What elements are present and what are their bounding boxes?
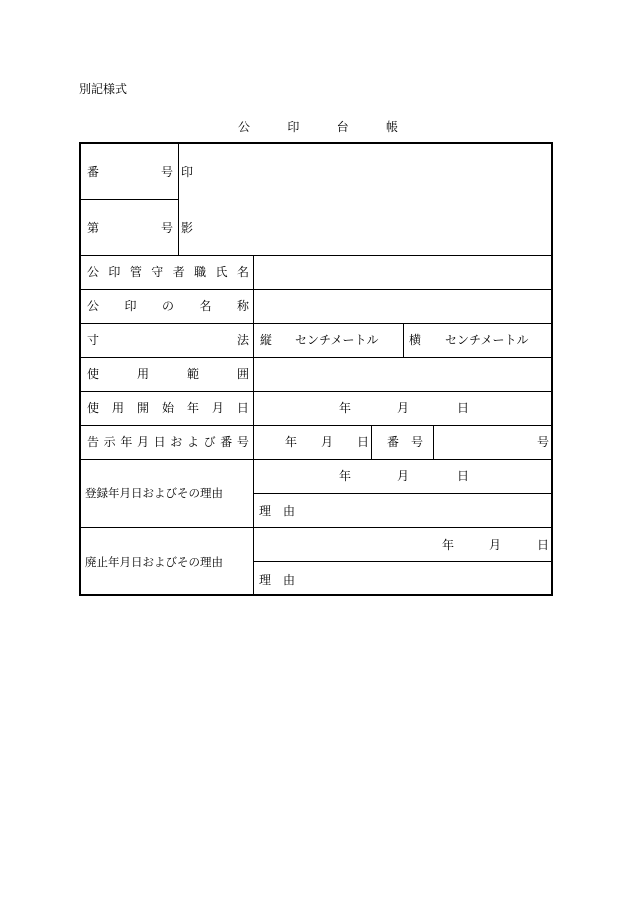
- row-divider: [81, 527, 551, 528]
- registration-day: 日: [457, 469, 470, 483]
- row-divider: [81, 357, 551, 358]
- row-divider: [81, 323, 551, 324]
- registration-month: 月: [397, 469, 410, 483]
- number-label: 番 号: [87, 165, 173, 179]
- seal-impression-label-2: 影: [181, 221, 194, 235]
- usage-scope-label: 使 用 範 囲: [87, 367, 249, 381]
- notice-day: 日: [357, 435, 370, 449]
- title-char: 公: [238, 120, 251, 134]
- row-divider: [81, 459, 551, 460]
- abolition-label: 廃止年月日およびその理由: [85, 555, 223, 569]
- row-divider: [253, 493, 551, 494]
- usage-start-day: 日: [457, 401, 470, 415]
- notice-label: 告 示 年 月 日 お よ び 番 号: [87, 435, 249, 449]
- column-divider: [371, 425, 372, 459]
- custodian-label: 公 印 管 守 者 職 氏 名: [87, 265, 249, 279]
- title-char: 帳: [385, 120, 398, 134]
- registration-reason-2: 由: [283, 504, 296, 518]
- row-divider: [81, 255, 551, 256]
- dimensions-label: 寸 法: [87, 333, 249, 347]
- notice-number-label-1: 番: [387, 435, 400, 449]
- row-divider: [81, 199, 179, 200]
- registration-reason-1: 理: [259, 504, 272, 518]
- seal-name-label: 公 印 の 名 称: [87, 299, 249, 313]
- notice-month: 月: [321, 435, 334, 449]
- abolition-year: 年: [442, 538, 455, 552]
- title-char: 台: [336, 120, 349, 134]
- registration-label: 登録年月日およびその理由: [85, 486, 223, 500]
- row-divider: [253, 561, 551, 562]
- seal-impression-label-1: 印: [181, 165, 194, 179]
- notice-number-label-2: 号: [411, 435, 424, 449]
- abolition-reason-2: 由: [283, 573, 296, 587]
- row-divider: [81, 289, 551, 290]
- column-divider: [433, 425, 434, 459]
- seal-ledger-table: [79, 142, 553, 596]
- column-divider: [178, 144, 179, 255]
- vertical-label: 縦: [260, 333, 273, 347]
- vertical-unit: センチメートル: [295, 333, 379, 347]
- abolition-reason-1: 理: [259, 573, 272, 587]
- column-divider: [253, 255, 254, 594]
- horizontal-label: 横: [409, 333, 422, 347]
- notice-number-suffix: 号: [537, 435, 550, 449]
- notice-year: 年: [285, 435, 298, 449]
- usage-start-label: 使 用 開 始 年 月 日: [87, 401, 249, 415]
- title-char: 印: [287, 120, 300, 134]
- row-divider: [81, 425, 551, 426]
- number2-label: 第 号: [87, 221, 173, 235]
- usage-start-year: 年: [339, 401, 352, 415]
- column-divider: [403, 323, 404, 357]
- form-label: 別記様式: [79, 82, 128, 96]
- document-title: [238, 118, 398, 135]
- abolition-day: 日: [537, 538, 550, 552]
- row-divider: [81, 391, 551, 392]
- registration-year: 年: [339, 469, 352, 483]
- abolition-month: 月: [489, 538, 502, 552]
- usage-start-month: 月: [397, 401, 410, 415]
- horizontal-unit: センチメートル: [445, 333, 529, 347]
